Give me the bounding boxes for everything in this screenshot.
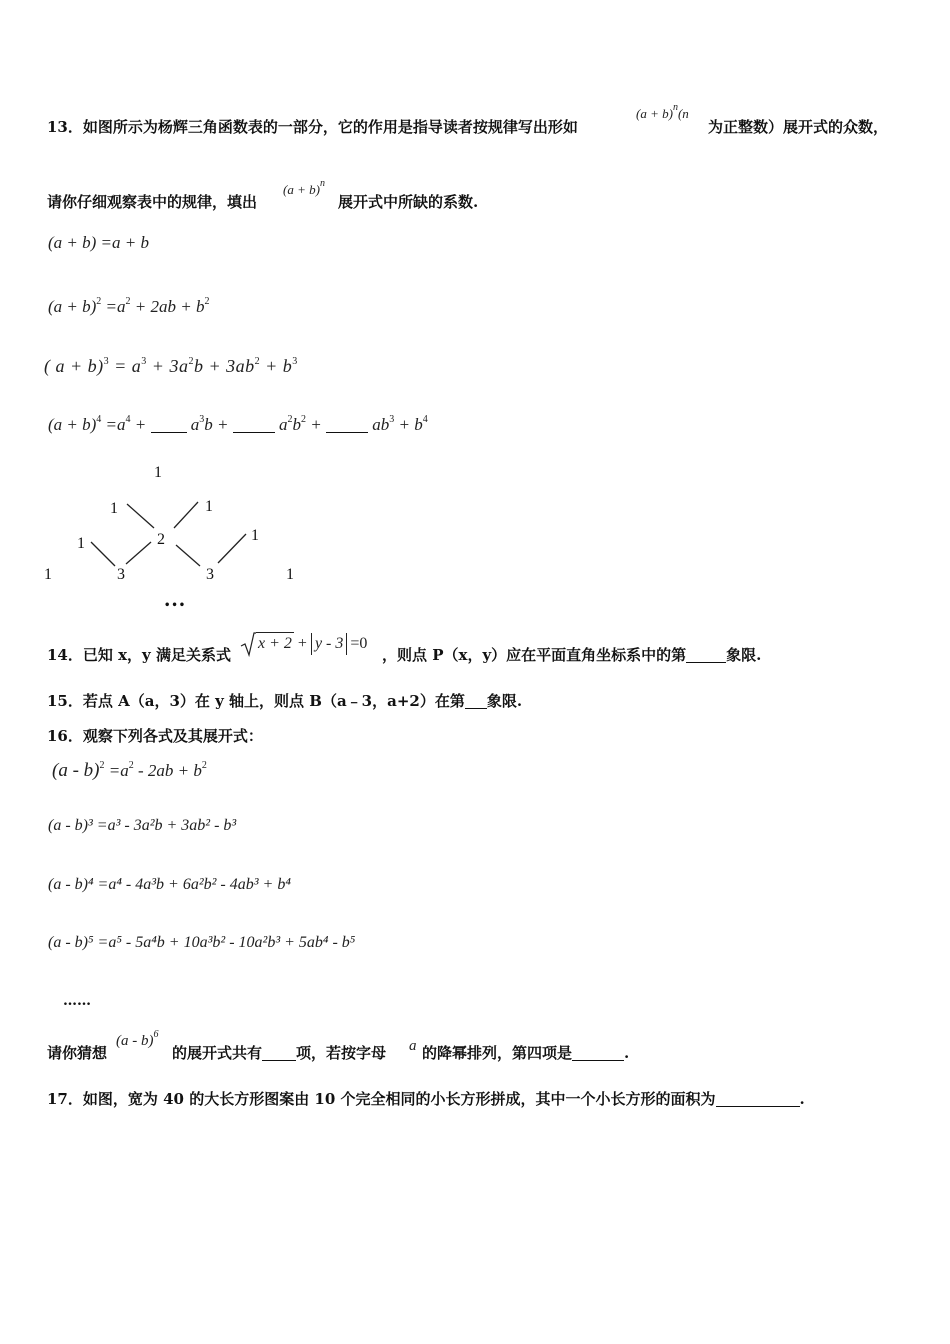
triangle-line	[126, 542, 151, 564]
triangle-line	[127, 504, 154, 528]
q13-label: 13．如图所示为杨辉三角函数表的一部分，它的作用是指导读者按规律写出形如	[47, 118, 578, 136]
q16-formula-2: (a - b)³ =a³ - 3a²b + 3ab² - b³	[48, 817, 237, 834]
q13-text-line1-tail: 为正整数）展开式的众数，	[708, 118, 889, 136]
q16-ask-formula: (a - b)$^6$	[116, 1029, 159, 1049]
q17-text: 17．如图，宽为 40 的大长方形图案由 10 个完全相同的小长方形拼成，其中一个小长方形的面积为 .	[47, 1090, 805, 1108]
expansion-4: $(a + b)^4 =a^4 + a^3b + a^2b^2 + ab^3 + b^4$	[48, 414, 428, 434]
triangle-r4-c4: 1	[286, 566, 294, 583]
triangle-r4-c1: 1	[44, 566, 52, 583]
q16-label: 16．观察下列各式及其展开式：	[47, 727, 263, 745]
triangle-line	[91, 542, 115, 566]
q16-ask-letter: a	[409, 1038, 417, 1054]
q14-tail: ，则点 P（x，y）应在平面直角坐标系中的第 象限.	[382, 646, 762, 664]
triangle-r1-c1: 1	[154, 464, 162, 481]
q13-formula-inline-2: $(a + b)^n$	[283, 178, 325, 197]
q16-ask-tail: 的降幂排列，第四项是 .	[422, 1044, 630, 1062]
triangle-lines	[0, 0, 320, 620]
triangle-r2-c2: 1	[205, 498, 213, 515]
q17-blank[interactable]	[716, 1092, 800, 1107]
q14-blank[interactable]	[686, 648, 726, 663]
triangle-line	[218, 534, 246, 563]
q16-ask-rest: 的展开式共有 项，若按字母	[172, 1044, 387, 1062]
q16-formula-3: (a - b)⁴ =a⁴ - 4a³b + 6a²b² - 4ab³ + b⁴	[48, 876, 291, 893]
expansion-1: (a + b) =a + b	[48, 233, 149, 252]
triangle-r2-c1: 1	[110, 500, 118, 517]
q16-blank-fourth-term[interactable]	[572, 1046, 624, 1061]
triangle-line	[176, 545, 200, 566]
q13-text-line2a: 请你仔细观察表中的规律，填出	[47, 193, 258, 211]
triangle-line	[174, 502, 198, 528]
q15-text: 15．若点 A（a，3）在 y 轴上，则点 B（a﹣3，a+2）在第 象限.	[47, 692, 523, 710]
sqrt-icon	[240, 632, 256, 658]
q16-formula-1: $(a - b)^2 =a^2 - 2ab + b^2$	[52, 760, 207, 781]
q13-formula-inline: $(a + b)^n(n$	[636, 102, 689, 121]
triangle-r3-c3: 1	[251, 527, 259, 544]
q16-dots: ……	[63, 993, 91, 1009]
triangle-r3-c1: 1	[77, 535, 85, 552]
triangle-r4-c3: 3	[206, 566, 214, 583]
q13-text-line2b: 展开式中所缺的系数.	[338, 193, 479, 211]
q14-formula: x + 2 + y - 3 =0	[240, 632, 367, 658]
triangle-r4-c2: 3	[117, 566, 125, 583]
expansion-2: $(a + b)^2 =a^2 + 2ab + b^2$	[48, 296, 210, 316]
q14-label: 14．已知 x，y 满足关系式	[47, 646, 231, 664]
blank-coef-3[interactable]	[326, 418, 368, 433]
triangle-r3-c2: 2	[157, 531, 165, 548]
q15-blank[interactable]	[465, 694, 487, 709]
expansion-3: ( $a + b)^3 = a^3 + 3a^2b + 3ab^2 + b^3$	[44, 356, 298, 376]
triangle-dots: •••	[164, 600, 187, 611]
q16-formula-4: (a - b)⁵ =a⁵ - 5a⁴b + 10a³b² - 10a²b³ + 5ab⁴ - b⁵	[48, 934, 356, 951]
q16-blank-terms[interactable]	[262, 1046, 296, 1061]
q16-ask-a: 请你猜想	[47, 1044, 108, 1062]
